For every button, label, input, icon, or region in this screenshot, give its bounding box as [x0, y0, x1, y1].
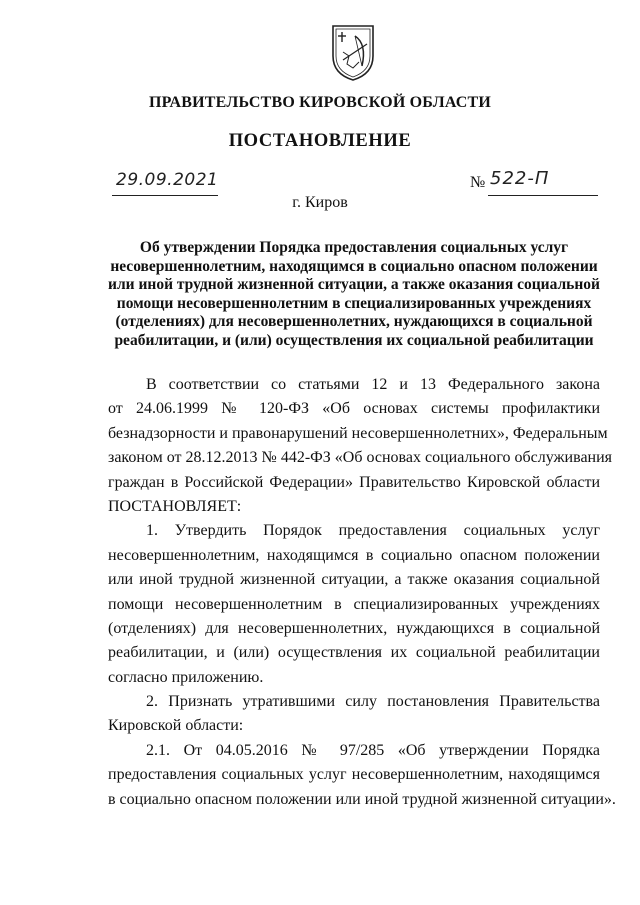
- kirov-oblast-coat-of-arms-icon: [329, 22, 377, 82]
- body-line: или иной трудной жизненной ситуации, а также оказания социальной: [108, 571, 600, 589]
- document-number: 522-П: [490, 168, 550, 189]
- body-line: граждан в Российской Федерации» Правительство Кировской области: [108, 473, 600, 491]
- body-line: реабилитации, и (или) осуществления их социальной реабилитации: [108, 644, 600, 662]
- subject-line: несовершеннолетним, находящимся в социально опасном положении: [110, 257, 598, 275]
- document-subject: [108, 239, 600, 351]
- body-line: (отделениях) для несовершеннолетних, нуждающихся в социальной: [108, 619, 600, 637]
- document-date: 29.09.2021: [116, 170, 219, 190]
- body-line: согласно приложению.: [108, 668, 264, 686]
- body-line: предоставления социальных услуг несовершеннолетним, находящимся: [108, 766, 600, 784]
- body-line: законом от 28.12.2013 № 442-ФЗ «Об основах социального обслуживания: [108, 449, 613, 467]
- document-type: ПОСТАНОВЛЕНИЕ: [228, 131, 412, 151]
- document-body: [108, 373, 616, 812]
- subject-line: Об утверждении Порядка предоставления социальных услуг: [139, 239, 569, 256]
- body-line: 2.1. От 04.05.2016 № 97/285 «Об утверждении Порядка: [146, 741, 600, 759]
- number-sign: №: [470, 174, 486, 191]
- body-line: от 24.06.1999 № 120-ФЗ «Об основах системы профилактики: [108, 400, 600, 418]
- subject-line: помощи несовершеннолетним в специализированных учреждениях: [116, 294, 592, 312]
- subject-line: или иной трудной жизненной ситуации, а также оказания социальной: [108, 276, 600, 294]
- body-line: безнадзорности и правонарушений несовершеннолетних», Федеральным: [108, 424, 608, 442]
- body-line: несовершеннолетним, находящимся в социально опасном положении: [108, 546, 600, 564]
- subject-line: реабилитации, и (или) осуществления их социальной реабилитации: [114, 331, 594, 349]
- subject-line: (отделениях) для несовершеннолетних, нуждающихся в социальной: [115, 313, 593, 331]
- body-line: 2. Признать утратившими силу постановления Правительства: [146, 693, 600, 711]
- city-name: г. Киров: [292, 194, 348, 211]
- body-line: Кировской области:: [108, 717, 244, 735]
- body-line: помощи несовершеннолетним в специализированных учреждениях: [108, 595, 600, 613]
- body-line: в социально опасном положении или иной трудной жизненной ситуации».: [108, 790, 616, 808]
- body-line: 1. Утвердить Порядок предоставления социальных услуг: [146, 522, 600, 540]
- body-line: ПОСТАНОВЛЯЕТ:: [108, 497, 242, 515]
- body-line: В соответствии со статьями 12 и 13 Федерального закона: [146, 376, 600, 393]
- government-name: ПРАВИТЕЛЬСТВО КИРОВСКОЙ ОБЛАСТИ: [148, 94, 492, 111]
